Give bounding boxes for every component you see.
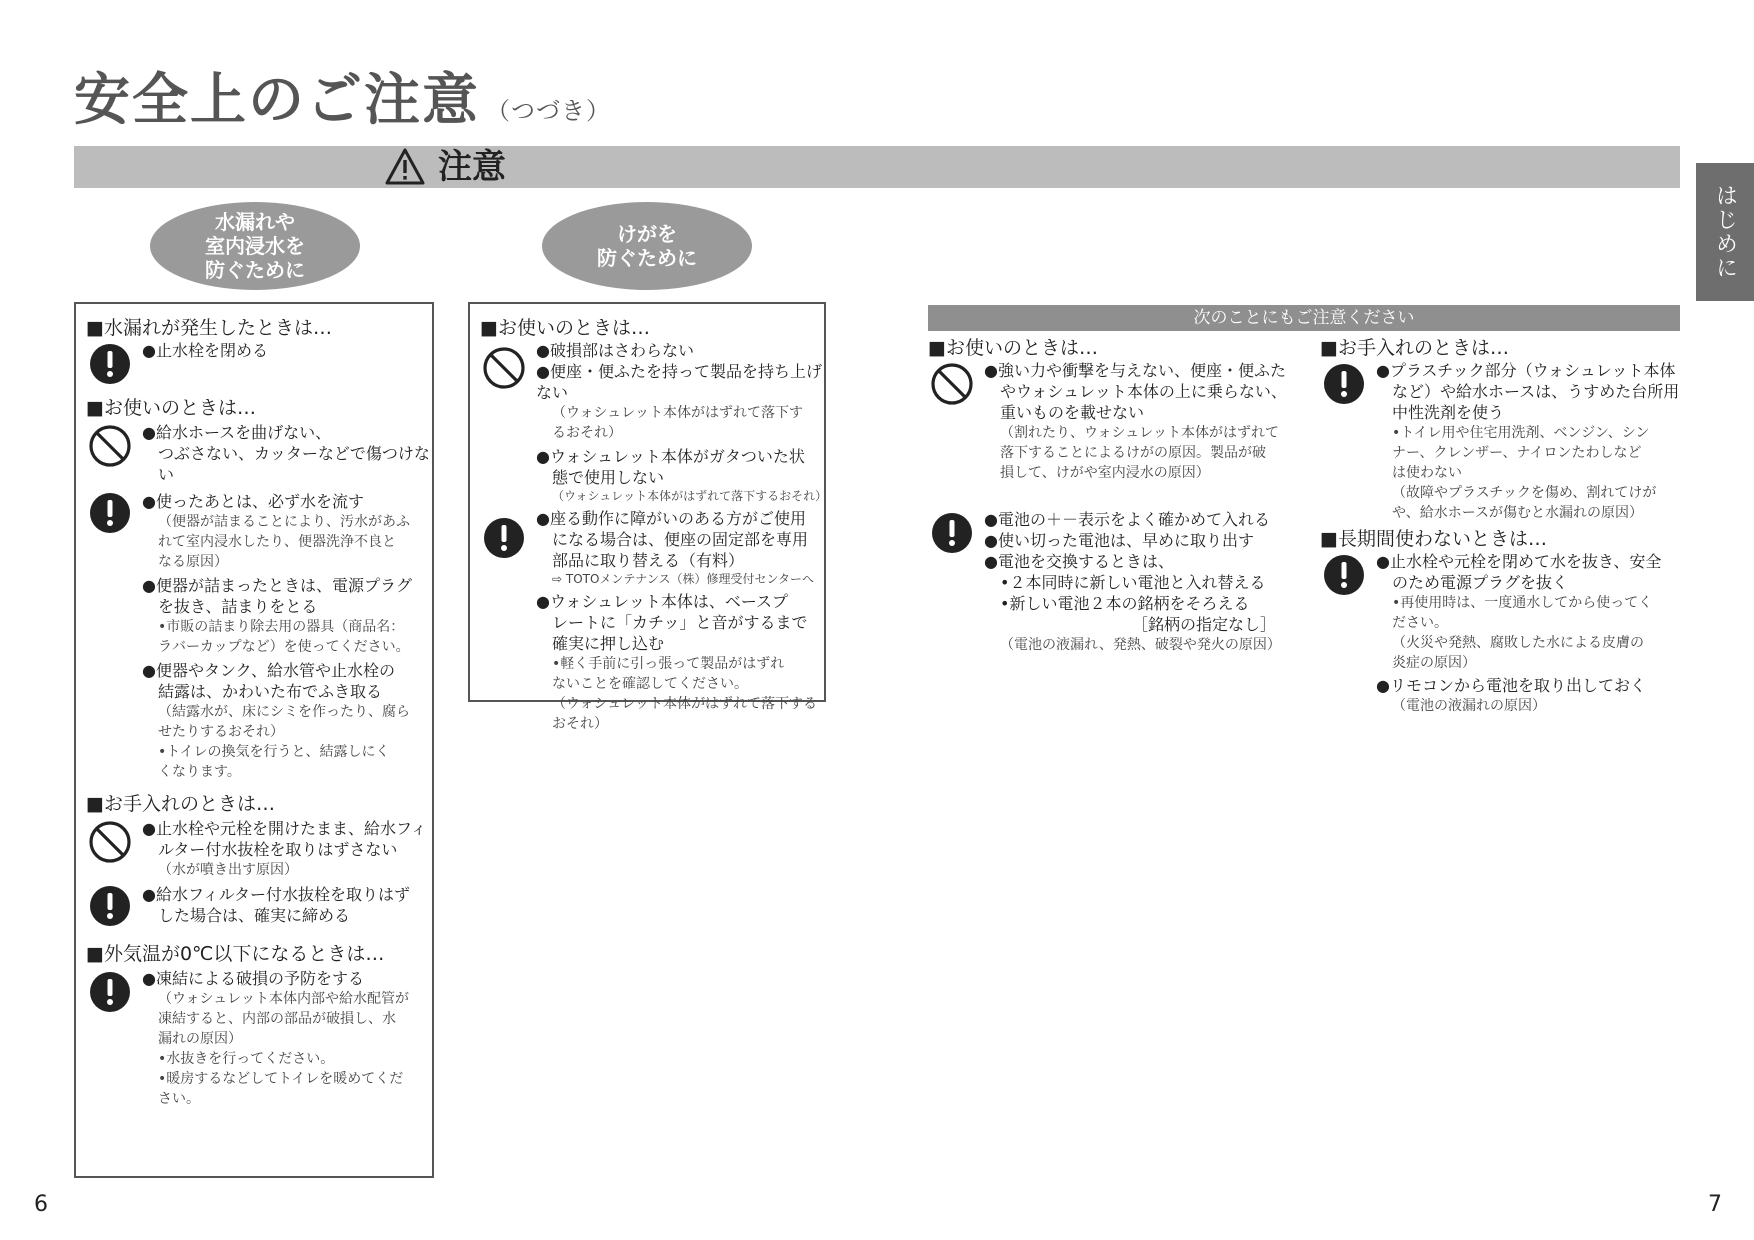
oval-water-leak: 水漏れや 室内浸水を 防ぐために — [150, 202, 360, 290]
col1-flush: ●使ったあとは、必ず水を流す — [142, 492, 364, 511]
col4-long-note-2: 炎症の原因） — [1392, 655, 1476, 671]
col3-battery-1: ●電池の＋－表示をよく確かめて入れる — [984, 510, 1270, 529]
col2-mandatory-entry — [480, 508, 824, 734]
page-number-left: 6 — [34, 1192, 48, 1217]
col2-disabled-3: 部品に取り替える（有料） — [552, 551, 745, 570]
mandatory-icon — [482, 516, 526, 560]
col2-section — [480, 316, 828, 734]
col2-plate-2: レートに「カチッ」と音がするまで — [552, 613, 808, 632]
col4-plastic-entry — [1320, 360, 1682, 523]
col2-heading: ■お使いのときは… — [480, 317, 650, 339]
col3-no-impact-3: 重いものを載せない — [1000, 403, 1145, 422]
col2-no-lift-note-1: （ウォシュレット本体がはずれて落下す — [552, 405, 804, 421]
col3-battery-brand: ［銘柄の指定なし］ — [1131, 615, 1276, 634]
caution-banner — [74, 146, 1680, 188]
col1-leak-item: ●止水栓を閉める — [142, 341, 268, 360]
col4-long-heading: ■長期間使わないときは… — [1320, 528, 1547, 550]
col3-no-impact-1: ●強い力や衝撃を与えない、便座・便ふた — [984, 361, 1286, 380]
col2-no-lift: ●便座・便ふたを持って製品を持ち上げない — [536, 362, 822, 402]
notice-header: 次のことにもご注意ください — [928, 305, 1680, 331]
col1-clog-1: ●便器が詰まったときは、電源プラグ — [142, 576, 412, 595]
col4-long-2: のため電源プラグを抜く — [1392, 573, 1569, 592]
col1-tighten-2: した場合は、確実に締める — [158, 906, 351, 925]
prohibition-icon — [930, 362, 974, 406]
col3-no-impact-2: やウォシュレット本体の上に乗らない、 — [1000, 382, 1287, 401]
col1-condense-1: ●便器やタンク、給水管や止水栓の — [142, 661, 396, 680]
mandatory-icon — [88, 342, 132, 386]
col1-leak-entry — [86, 340, 431, 386]
col2-plate-1: ●ウォシュレット本体は、ベースプ — [536, 592, 789, 611]
col1-care-heading: ■お手入れのときは… — [86, 793, 275, 815]
col4-plastic-1: ●プラスチック部分（ウォシュレット本体 — [1376, 361, 1676, 380]
col3-battery-3: ●電池を交換するときは、 — [984, 552, 1174, 571]
mandatory-icon — [88, 970, 132, 1014]
col1-cold-dot-2b: さい。 — [158, 1091, 200, 1107]
col2-prohibit-entry — [480, 340, 828, 505]
col3-heading: ■お使いのときは… — [928, 337, 1098, 359]
col1-no-remove-entry — [86, 818, 431, 880]
col3-no-impact-note-1: （割れたり、ウォシュレット本体がはずれて — [1000, 425, 1280, 441]
caution-label: 注意 — [438, 147, 506, 187]
col1-cold-heading: ■外気温が0℃以下になるときは… — [86, 943, 385, 965]
col1-condense-2: 結露は、かわいた布でふき取る — [158, 682, 383, 701]
col2-wobble-note: （ウォシュレット本体がはずれて落下するおそれ） — [552, 489, 828, 503]
col1-flush-note-1: （便器が詰まることにより、汚水があふ — [158, 514, 410, 530]
page-title: 安全上のご注意 （つづき） — [74, 68, 611, 133]
col1-cold-note-1: （ウォシュレット本体内部や給水配管が — [158, 991, 410, 1007]
col3-battery-sub-2: •新しい電池２本の銘柄をそろえる — [1000, 594, 1250, 613]
col1-no-bend-entry — [86, 422, 431, 485]
col1-tighten-1: ●給水フィルター付水抜栓を取りはず — [142, 885, 411, 904]
col2-wobble-2: 態で使用しない — [552, 468, 665, 487]
col4-plastic-dot-1: •トイレ用や住宅用洗剤、ベンジン、シン — [1392, 425, 1650, 441]
col1-cold-dot-2a: •暖房するなどしてトイレを暖めてくだ — [158, 1071, 404, 1087]
col1-condense-dot-1: •トイレの換気を行うと、結露しにく — [158, 744, 390, 760]
col3-battery-note: （電池の液漏れ、発熱、破裂や発火の原因） — [1000, 637, 1281, 653]
col3-section — [928, 336, 1300, 655]
mandatory-icon — [930, 511, 974, 555]
col1-use-heading: ■お使いのときは… — [86, 397, 256, 419]
side-tab-introduction[interactable]: はじめに — [1696, 163, 1754, 301]
prohibition-icon — [88, 820, 132, 864]
col1-clog-2: を抜き、詰まりをとる — [158, 597, 318, 616]
col3-battery-entry — [928, 509, 1300, 655]
col4-plastic-note-2: や、給水ホースが傷むと水漏れの原因） — [1392, 505, 1644, 521]
col1-clog-dot-1: •市販の詰まり除去用の器具（商品名： — [158, 619, 405, 635]
col1-condense-dot-2: くなります。 — [158, 764, 241, 780]
col3-no-impact-note-2: 落下することによるけがの原因。製品が破 — [1000, 445, 1266, 461]
prohibition-icon — [88, 424, 132, 468]
prohibition-icon — [482, 346, 526, 390]
col4-long-dot-1: •再使用時は、一度通水してから使ってく — [1392, 595, 1653, 611]
oval-injury: けがを 防ぐために — [542, 202, 752, 290]
col3-battery-sub-1: •２本同時に新しい電池と入れ替える — [1000, 573, 1266, 592]
col4-long-entry — [1320, 551, 1682, 716]
col1-cold-note-3: 漏れの原因） — [158, 1031, 242, 1047]
col4-long-dot-2: ださい。 — [1392, 615, 1448, 631]
col1-cold-entry — [86, 968, 431, 1109]
col2-plate-3: 確実に押し込む — [552, 634, 665, 653]
col2-plate-note-1: （ウォシュレット本体がはずれて落下する — [552, 696, 818, 712]
col4-long-1: ●止水栓や元栓を閉めて水を抜き、安全 — [1376, 552, 1662, 571]
col1-condense-note-1: （結露水が、床にシミを作ったり、腐ら — [158, 704, 410, 720]
page-number-right: 7 — [1708, 1192, 1722, 1217]
col4-plastic-dot-3: は使わない — [1392, 465, 1462, 481]
col2-disabled-2: になる場合は、便座の固定部を専用 — [552, 530, 809, 549]
col2-no-touch: ●破損部はさわらない — [536, 341, 694, 360]
col2-no-lift-note-2: るおそれ） — [552, 425, 622, 441]
col1-clog-dot-2: ラバーカップなど）を使ってください。 — [158, 639, 410, 655]
col2-plate-dot-1: •軽く手前に引っ張って製品がはずれ — [552, 656, 785, 672]
col4-plastic-note-1: （故障やプラスチックを傷め、割れてけが — [1392, 485, 1657, 501]
col1-cold-dot-1: •水抜きを行ってください。 — [158, 1051, 335, 1067]
col4-remote-note: （電池の液漏れの原因） — [1392, 698, 1546, 714]
col1-flush-entry — [86, 491, 431, 782]
col1-flush-note-2: れて室内浸水したり、便器洗浄不良と — [158, 534, 396, 550]
col1-cold-item: ●凍結による破損の予防をする — [142, 969, 364, 988]
col1-condense-note-2: せたりするおそれ） — [158, 724, 284, 740]
col4-care-heading: ■お手入れのときは… — [1320, 337, 1509, 359]
col1-tighten-entry — [86, 884, 431, 930]
col1-flush-note-3: なる原因） — [158, 554, 228, 570]
col3-no-impact-entry — [928, 360, 1300, 483]
col1-section — [86, 316, 431, 1109]
col1-no-bend-2: つぶさない、カッターなどで傷つけない — [158, 444, 430, 484]
col4-plastic-3: 中性洗剤を使う — [1392, 403, 1505, 422]
col1-leak-heading: ■水漏れが発生したときは… — [86, 317, 332, 339]
col2-disabled-ref: ⇨ TOTOメンテナンス（株）修理受付センターへ — [552, 572, 814, 586]
col4-remote: ●リモコンから電池を取り出しておく — [1376, 676, 1646, 695]
mandatory-icon — [1322, 362, 1366, 406]
col4-section — [1320, 336, 1682, 716]
col3-battery-2: ●使い切った電池は、早めに取り出す — [984, 531, 1254, 550]
mandatory-icon — [1322, 553, 1366, 597]
col1-no-remove-2: ルター付水抜栓を取りはずさない — [158, 840, 398, 859]
col1-cold-note-2: 凍結すると、内部の部品が破損し、水 — [158, 1011, 396, 1027]
col2-disabled-1: ●座る動作に障がいのある方がご使用 — [536, 509, 806, 528]
page-subtitle: （つづき） — [486, 97, 611, 125]
col1-no-bend-1: ●給水ホースを曲げない、 — [142, 423, 332, 442]
warning-triangle-icon — [384, 146, 426, 188]
col4-long-note-1: （火災や発熱、腐敗した水による皮膚の — [1392, 635, 1644, 651]
col2-plate-dot-2: ないことを確認してください。 — [552, 676, 748, 692]
col2-plate-note-2: おそれ） — [552, 716, 608, 732]
col1-no-remove-1: ●止水栓や元栓を開けたまま、給水フィ — [142, 819, 427, 838]
mandatory-icon — [88, 491, 132, 535]
col3-no-impact-note-3: 損して、けがや室内浸水の原因） — [1000, 465, 1210, 481]
col4-plastic-dot-2: ナー、クレンザー、ナイロンたわしなど — [1392, 445, 1642, 461]
col1-no-remove-note: （水が噴き出す原因） — [158, 862, 298, 878]
col2-wobble-1: ●ウォシュレット本体がガタついた状 — [536, 447, 805, 466]
col4-plastic-2: など）や給水ホースは、うすめた台所用 — [1392, 382, 1680, 401]
mandatory-icon — [88, 884, 132, 928]
